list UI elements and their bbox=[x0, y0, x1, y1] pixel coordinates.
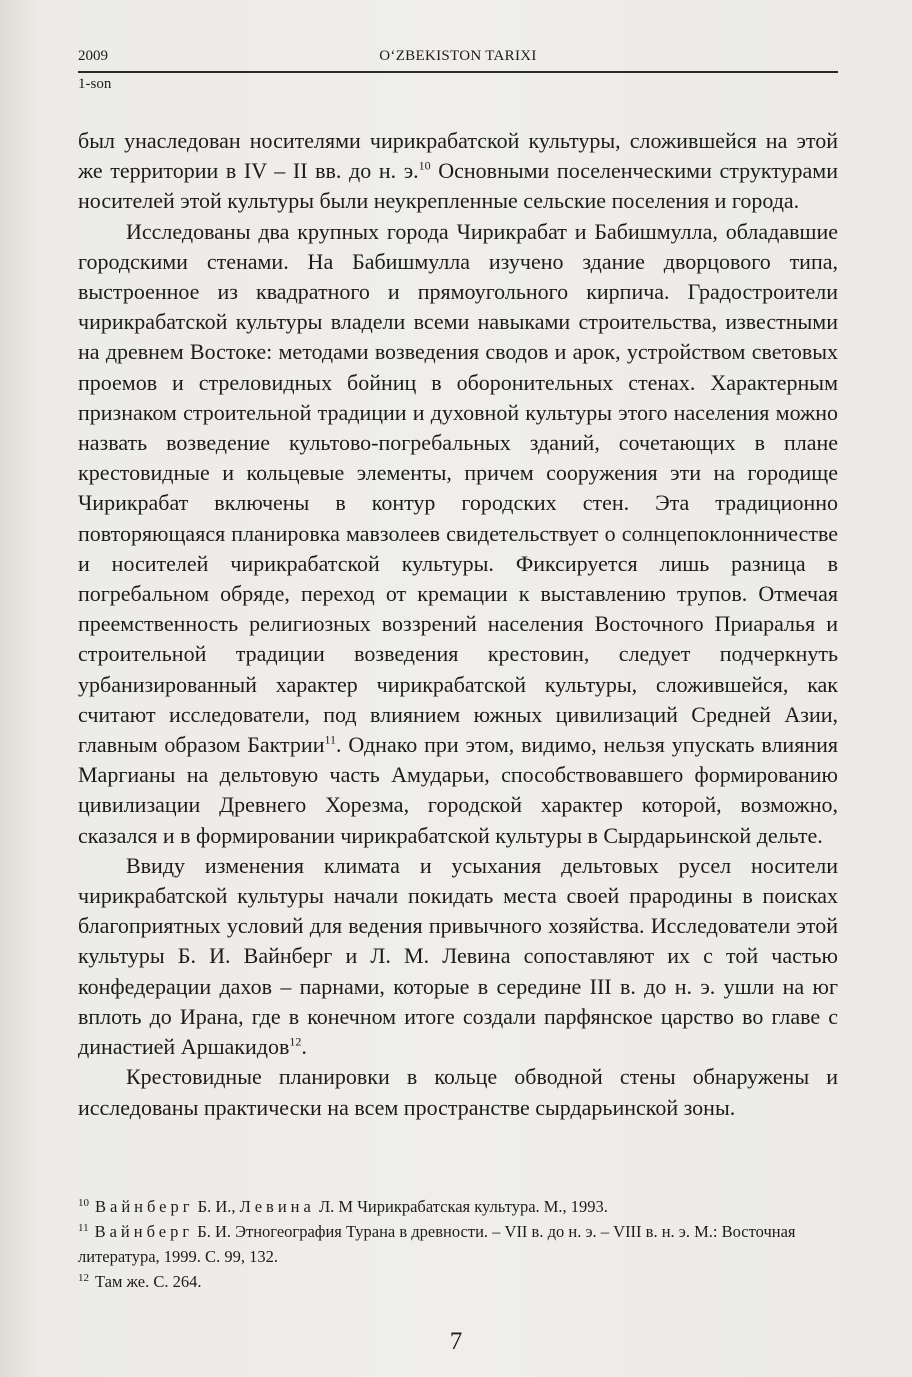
paragraph-text: Ввиду изменения климата и усыхания дельтовых русел носители чирикрабатской культуры начали покидать места своей прародины в поисках благоприятных условий для ведения привычного хозяйства. Исследователи этой культуры Б. И. Вайнберг и Л. М. Левина сопоставляют их с той частью конфедерации дахов – парнами, которые в середине III в. до н. э. ушли на юг вплоть до Ирана, где в конечном итоге создали парфянское царство во главе с династией Аршакидов bbox=[78, 852, 838, 1060]
footnote-number: 10 bbox=[78, 1196, 89, 1209]
running-head bbox=[78, 48, 838, 70]
footnote bbox=[78, 1269, 838, 1294]
footnote-reference: 12 bbox=[289, 1034, 302, 1049]
footnote-text: Б. И. Этногеография Турана в древности. – VII в. до н. э. – VIII в. н. э. М.: Восточная литература, 1999. С. 99, 132. bbox=[78, 1222, 796, 1266]
header-year: 2009 bbox=[78, 48, 108, 64]
footnote-text: Там же. С. 264. bbox=[95, 1272, 202, 1291]
paragraph-text: . bbox=[301, 1034, 307, 1060]
paragraph-text: Крестовидные планировки в кольце обводной стены обнаружены и исследованы практически на всем пространстве сырдарьинской зоны. bbox=[78, 1064, 838, 1120]
footnote-text: Б. И., bbox=[193, 1197, 240, 1216]
article-body bbox=[78, 126, 838, 1123]
paragraph bbox=[78, 1062, 838, 1122]
header-rule bbox=[78, 71, 838, 73]
paragraph-text: был унаследован носителями чирикрабатской культуры, сложившейся на этой же территории в IV – II вв. до н. э. bbox=[78, 128, 838, 184]
paragraph-text: Исследованы два крупных города Чирикрабат и Бабишмулла, обладавшие городскими стенами. На Бабишмулла изучено здание дворцового типа, выстроенное из квадратного и прямоугольного кирпича. Градостроители чирикрабатской культуры владели всеми навыками строительства, известными на древнем Востоке: методами возведения сводов и арок, устройством световых проемов и стреловидных бойниц в оборонительных стенах. Характерным признаком строительной традиции и духовной культуры этого населения можно назвать возведение культово-погребальных зданий, сочетающих в плане крестовидные и кольцевые элементы, причем сооружения эти на городище Чирикрабат включены в контур городских стен. Эта традиционно повторяющаяся планировка мавзолеев свидетельствует о солнцепоклонничестве и носителей чирикрабатской культуры. Фиксируется лишь разница в погребальном обряде, переход от кремации к выставлению трупов. Отмечая преемственность религиозных воззрений населения Восточного Приаралья и строительной традиции возведения крестовин, следует подчеркнуть урбанизированный характер чирикрабатской культуры, сложившейся, как считают исследователи, под влиянием южных цивилизаций Средней Азии, главным образом Бактрии bbox=[78, 218, 838, 758]
footnote-text: Л. М Чирикрабатская культура. М., 1993. bbox=[314, 1197, 608, 1216]
footnote-author: Левина bbox=[239, 1197, 315, 1216]
paragraph-text: Основными поселенческими структурами носителей этой культуры были неукрепленные сельские поселения и города. bbox=[78, 158, 838, 214]
paragraph bbox=[78, 126, 838, 217]
footnote-number: 11 bbox=[78, 1221, 89, 1234]
footnotes bbox=[78, 1194, 838, 1294]
paragraph bbox=[78, 217, 838, 851]
paragraph-text: . Однако при этом, видимо, нельзя упускать влияния Маргианы на дельтовую часть Амударьи, способствовавшего формированию цивилизации Древнего Хорезма, городской характер которой, возможно, сказался и в формировании чирикрабатской культуры в Сырдарьинской дельте. bbox=[78, 732, 838, 848]
header-issue: 1-son bbox=[78, 76, 112, 92]
header-journal-title: O‘ZBEKISTON TARIXI bbox=[379, 48, 537, 64]
paragraph bbox=[78, 851, 838, 1062]
footnote-author: Вайнберг bbox=[94, 1222, 194, 1241]
footnote bbox=[78, 1219, 838, 1269]
footnote-reference: 11 bbox=[324, 732, 337, 747]
footnote-number: 12 bbox=[78, 1271, 89, 1284]
footnote-reference: 10 bbox=[418, 158, 431, 173]
footnote bbox=[78, 1194, 838, 1219]
page-number: 7 bbox=[449, 1328, 463, 1355]
footnote-author: Вайнберг bbox=[95, 1197, 194, 1216]
